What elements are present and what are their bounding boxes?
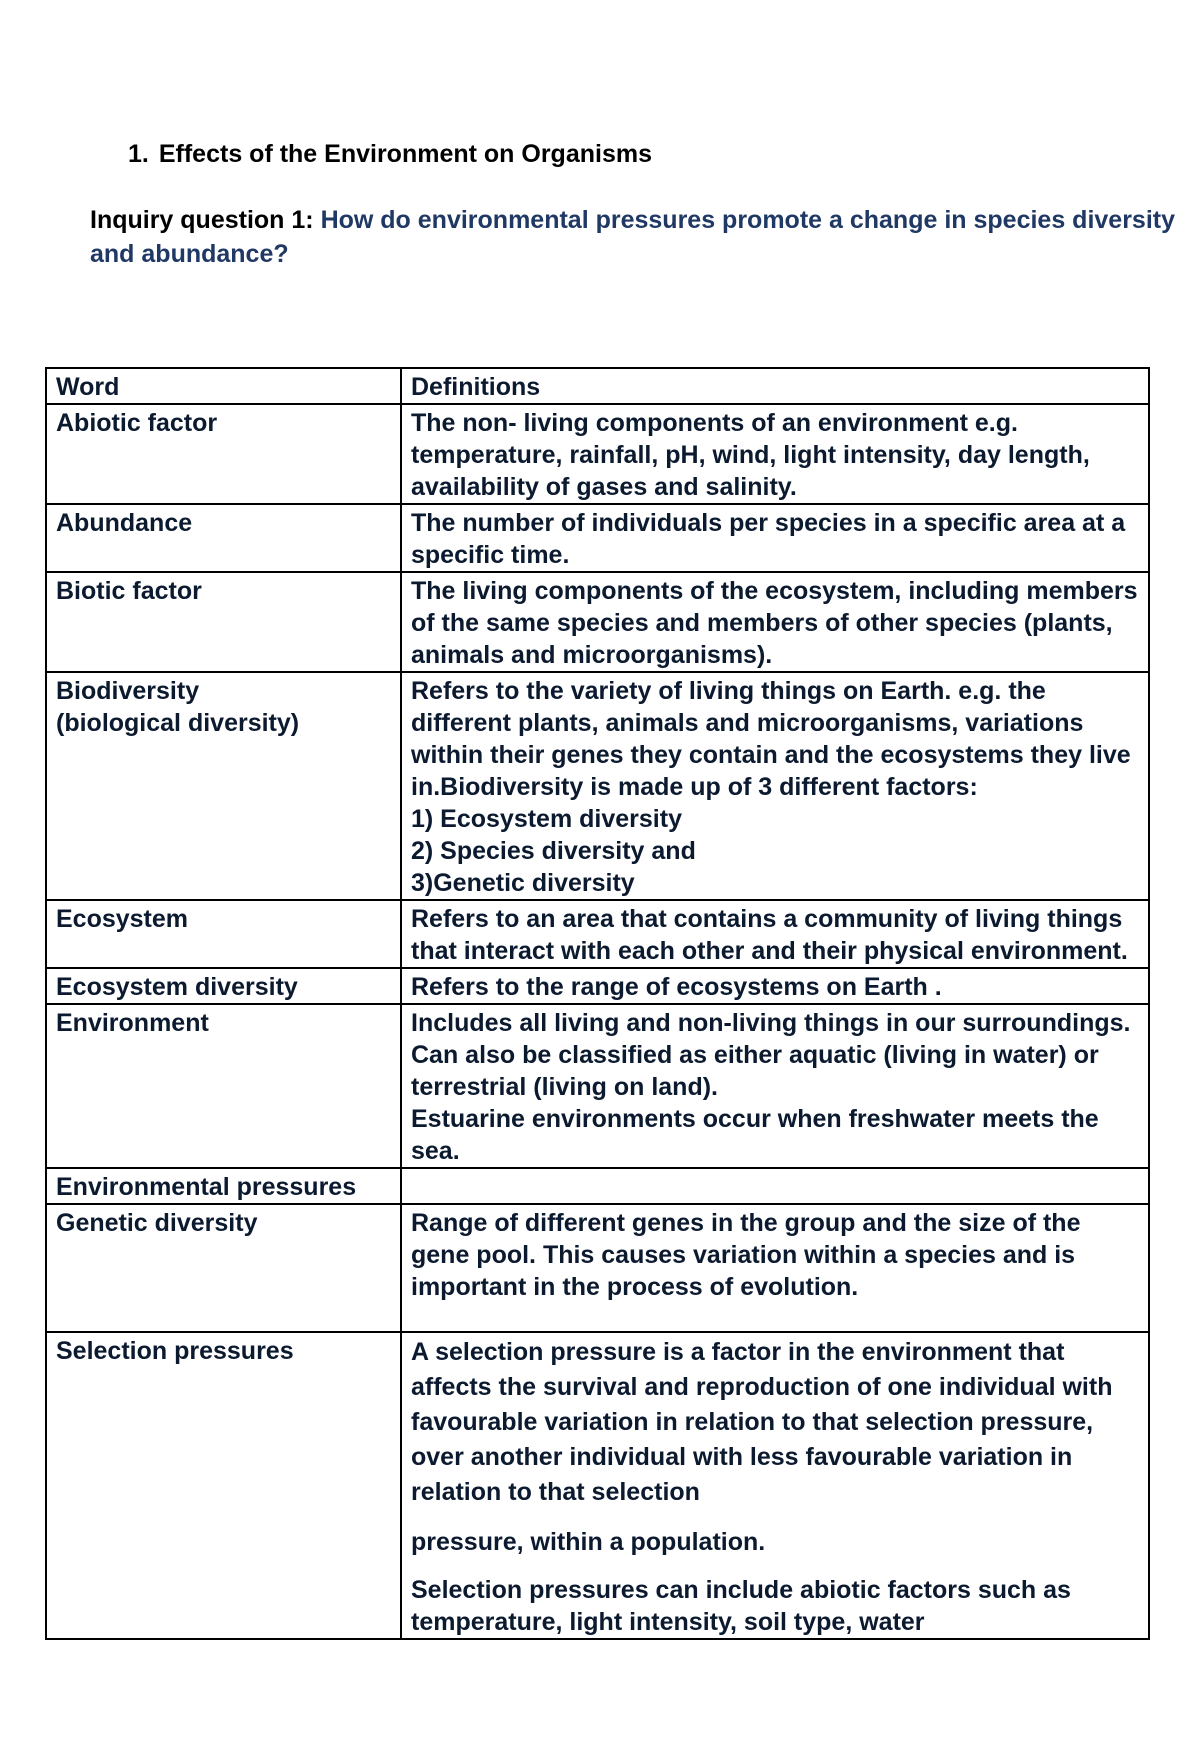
term-cell bbox=[46, 968, 401, 1004]
definition-cell bbox=[401, 672, 1149, 900]
definition-cell bbox=[401, 572, 1149, 672]
table-row bbox=[46, 1168, 1149, 1204]
inquiry-question bbox=[90, 203, 1190, 271]
term-text: Biodiversity bbox=[56, 677, 200, 705]
definition-text: A selection pressure is a factor in the environment that affects the survival and reproduction of one individual with favourable variation in relation to that selection pressure, over another individual with less favourable variation in relation to that selection bbox=[411, 1338, 1113, 1506]
definition-list-item: 3)Genetic diversity bbox=[411, 869, 635, 897]
definition-text: Refers to the range of ecosystems on Earth . bbox=[411, 973, 942, 1001]
inquiry-text: How do environmental pressures promote a change in species diversity and abundance? bbox=[90, 206, 1176, 268]
term-text: Abiotic factor bbox=[56, 409, 218, 437]
definition-text: The number of individuals per species in a specific area at a specific time. bbox=[411, 509, 1126, 569]
definition-text: Estuarine environments occur when freshwater meets the sea. bbox=[411, 1105, 1099, 1165]
definition-cell bbox=[401, 504, 1149, 572]
term-cell bbox=[46, 1004, 401, 1168]
table-row bbox=[46, 1204, 1149, 1332]
definition-text: pressure, within a population. bbox=[411, 1528, 766, 1556]
definition-text: Refers to an area that contains a community of living things that interact with each other and their physical environment. bbox=[411, 905, 1128, 965]
header-word: Word bbox=[46, 368, 401, 404]
table-row bbox=[46, 672, 1149, 900]
header-definitions: Definitions bbox=[401, 368, 1149, 404]
term-cell bbox=[46, 1332, 401, 1639]
term-cell bbox=[46, 572, 401, 672]
definition-text: Refers to the variety of living things on Earth. e.g. the different plants, animals and microorganisms, variations within their genes they contain and the ecosystems they live in.Biodiversity is made up of 3 different factors: bbox=[411, 677, 1131, 801]
definition-cell-empty bbox=[401, 1168, 1149, 1204]
definition-cell bbox=[401, 1004, 1149, 1168]
table-row bbox=[46, 968, 1149, 1004]
definition-cell bbox=[401, 900, 1149, 968]
table-row bbox=[46, 404, 1149, 504]
definition-text: The living components of the ecosystem, including members of the same species and members of other species (plants, animals and microorganisms). bbox=[411, 577, 1138, 669]
term-cell bbox=[46, 1168, 401, 1204]
definition-list-item: 1) Ecosystem diversity bbox=[411, 805, 682, 833]
term-text: Ecosystem bbox=[56, 905, 189, 933]
term-cell bbox=[46, 404, 401, 504]
term-text: Selection pressures bbox=[56, 1337, 294, 1365]
term-text: Abundance bbox=[56, 509, 193, 537]
definition-cell bbox=[401, 404, 1149, 504]
table-row bbox=[46, 1332, 1149, 1639]
definition-cell bbox=[401, 1204, 1149, 1332]
definition-cell bbox=[401, 1332, 1149, 1639]
term-text: Biotic factor bbox=[56, 577, 202, 605]
definition-text: Includes all living and non-living things in our surroundings. Can also be classified as either aquatic (living in water) or terrestrial (living on land). bbox=[411, 1009, 1131, 1101]
term-cell bbox=[46, 900, 401, 968]
definition-text: Range of different genes in the group and the size of the gene pool. This causes variation within a species and is important in the process of evolution. bbox=[411, 1209, 1081, 1301]
definition-list-item: 2) Species diversity and bbox=[411, 837, 696, 865]
definitions-table bbox=[45, 367, 1150, 1640]
inquiry-label: Inquiry question 1: bbox=[90, 206, 314, 234]
definition-text: Selection pressures can include abiotic factors such as temperature, light intensity, soil type, water bbox=[411, 1576, 1071, 1636]
table-row bbox=[46, 900, 1149, 968]
section-number: 1. bbox=[128, 140, 149, 168]
table-row bbox=[46, 572, 1149, 672]
definition-cell bbox=[401, 968, 1149, 1004]
table-row bbox=[46, 504, 1149, 572]
term-cell bbox=[46, 672, 401, 900]
table-header-row bbox=[46, 368, 1149, 404]
term-text: Genetic diversity bbox=[56, 1209, 258, 1237]
term-text: Environmental pressures bbox=[56, 1173, 357, 1201]
section-title: Effects of the Environment on Organisms bbox=[158, 140, 652, 168]
term-text: Ecosystem diversity bbox=[56, 973, 298, 1001]
table-row bbox=[46, 1004, 1149, 1168]
term-cell bbox=[46, 504, 401, 572]
term-text: Environment bbox=[56, 1009, 209, 1037]
section-heading bbox=[128, 140, 652, 169]
definition-text: The non- living components of an environment e.g. temperature, rainfall, pH, wind, light intensity, day length, availability of gases and salinity. bbox=[411, 409, 1090, 501]
term-subtext: (biological diversity) bbox=[56, 709, 300, 737]
term-cell bbox=[46, 1204, 401, 1332]
